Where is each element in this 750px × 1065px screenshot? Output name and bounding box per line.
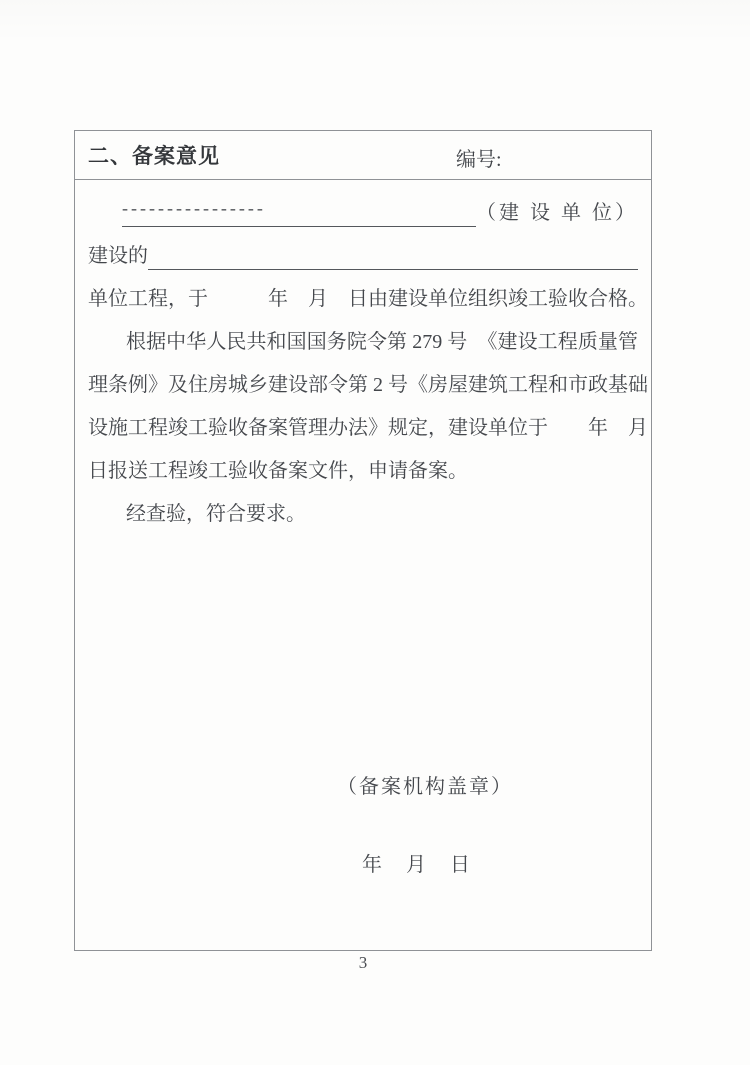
section-title: 二、备案意见	[88, 145, 220, 168]
acceptance-statement: 单位工程，于 年 月 日由建设单位组织竣工验收合格。	[88, 288, 648, 310]
box-header	[75, 131, 651, 180]
verification-statement: 经查验，符合要求。	[126, 503, 306, 525]
regulation-paragraph-line: 理条例》及住房城乡建设部令第 2 号《房屋建筑工程和市政基础	[88, 374, 648, 396]
date-placeholder: 年 月 日	[362, 854, 472, 876]
blank-underline	[148, 250, 638, 270]
dashed-blank: ----------------	[122, 198, 266, 218]
built-by-prefix: 建设的	[88, 245, 148, 267]
filing-opinion-box	[74, 130, 652, 951]
construction-unit-line	[88, 192, 638, 235]
regulation-paragraph-line: 设施工程竣工验收备案管理办法》规定，建设单位于 年 月	[88, 417, 648, 439]
regulation-paragraph-line: 根据中华人民共和国国务院令第 279 号 《建设工程质量管	[126, 331, 638, 353]
regulation-paragraph-line: 日报送工程竣工验收备案文件，申请备案。	[88, 460, 468, 482]
blank-underline	[122, 198, 476, 227]
box-body	[75, 180, 651, 887]
built-by-line	[88, 235, 638, 278]
construction-unit-label: （建 设 单 位）	[476, 202, 638, 224]
page-number: 3	[358, 953, 368, 972]
serial-number-label: 编号:	[456, 149, 502, 171]
filing-authority-seal-placeholder: （备案机构盖章）	[337, 776, 513, 798]
